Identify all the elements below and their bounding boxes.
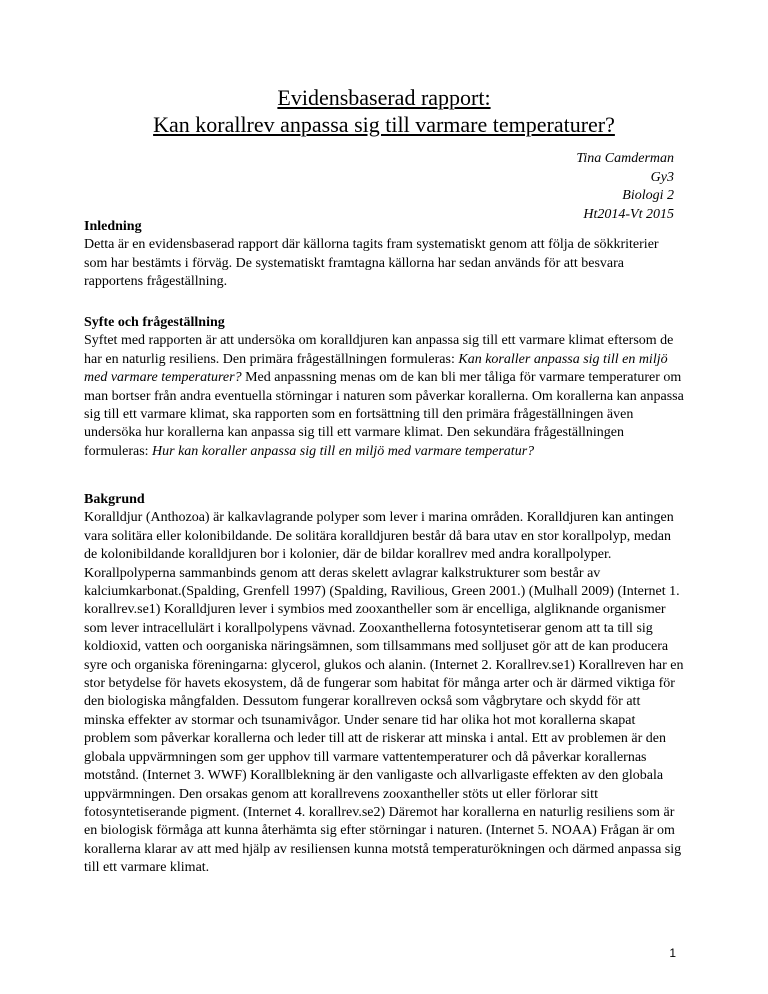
primary-question: Kan koraller anpassa sig till en miljö med varmare temperaturer? <box>84 351 668 386</box>
section-heading: Syfte och frågeställning <box>84 315 225 330</box>
body-text: Syftet med rapporten är att undersöka om koralldjuren kan anpassa sig till ett varmare klimat eftersom de har en naturlig resiliens. Den primära frågeställningen formuleras: <box>84 333 674 367</box>
author-name: Tina Camderman <box>576 151 674 166</box>
secondary-question: Hur kan koraller anpassa sig till en miljö med varmare temperatur? <box>152 443 535 459</box>
section-syfte <box>84 314 684 461</box>
body-text: Med anpassning menas om de kan bli mer tåliga för varmare temperaturer om man bortser från andra eventuella störningar i naturen som påverkar korallerna. Om korallerna kan anpassa sig till ett varmare klimat, ska rapporten som en fortsättning till den primära frågeställningen även undersöka hur korallerna kan anpassa sig till ett varmare klimat. Den sekundära frågeställningen formuleras: <box>84 370 684 459</box>
section-body: Detta är en evidensbaserad rapport där källorna tagits fram systematiskt genom att följa de sökkriterier som har bestämts i förväg. De systematiskt framtagna källorna har sedan används för att besvara rapportens frågeställning. <box>84 237 659 290</box>
author-course: Biologi 2 <box>622 188 674 203</box>
title-line-2: Kan korallrev anpassa sig till varmare temperaturer? <box>153 112 615 137</box>
document-title <box>0 84 768 138</box>
author-term: Ht2014-Vt 2015 <box>583 206 674 222</box>
section-heading: Inledning <box>84 219 142 234</box>
section-body <box>84 332 684 461</box>
section-inledning <box>84 218 684 292</box>
page-number: 1 <box>669 946 676 960</box>
author-block <box>576 150 674 224</box>
author-class: Gy3 <box>650 169 674 185</box>
section-body: Koralldjur (Anthozoa) är kalkavlagrande polyper som lever i marina områden. Koralldjuren kan antingen vara solitära eller kolonibildande. De solitära koralldjuren består då bara utav en stor korallpolyp, medan de kolonibildande koralldjuren bor i kolonier, där de bildar korallrev med andra korallpolyper. Korallpolyperna sammanbinds genom att deras skelett avlagrar kalkstrukturer som består av kalciumkarbonat.(Spalding, Grenfell 1997) (Spalding, Ravilious, Green 2001.) (Mulhall 2009) (Internet 1. korallrev.se1) Koralldjuren lever i symbios med zooxantheller som är encelliga, algliknande organismer som lever intracellulärt i korallpolypens vävnad. Zooxanthellerna fotosyntetiserar genom att ta till sig koldioxid, vatten och oorganiska näringsämnen, som tillsammans med solljuset gör att de kan producera syre och organiska föreningarna: glycerol, glukos och alanin. (Internet 2. Korallrev.se1) Korallreven har en stor betydelse för havets ekosystem, då de fungerar som habitat för många arter och är därmed viktiga för den biologiska mångfalden. Dessutom fungerar korallreven också som vågbrytare och skydd för att minska effekter av stormar och tsunamivågor. Under senare tid har olika hot mot korallerna skapat problem som påverkar korallerna och leder till att de riskerar att minska i antal. Ett av problemen är den globala uppvärmningen som ger upphov till varmare vattentemperaturer och då påverkar korallernas motstånd. (Internet 3. WWF) Korallblekning är den vanligaste och allvarligaste effekten av den globala uppvärmningen. Den orsakas genom att korallrevens zooxantheller stöts ut eller förlorar sitt fotosyntetiserande pigment. (Internet 4. korallrev.se2) Däremot har korallerna en naturlig resiliens som är en biologisk förmåga att kunna återhämta sig efter störningar i naturen. (Internet 5. NOAA) Frågan är om korallerna klarar av att med hjälp av resiliensen kunna motstå temperaturökningen och därmed anpassa sig till ett varmare klimat. <box>84 510 684 876</box>
title-line-1: Evidensbaserad rapport: <box>277 85 491 110</box>
section-heading: Bakgrund <box>84 492 145 507</box>
section-bakgrund <box>84 491 684 878</box>
